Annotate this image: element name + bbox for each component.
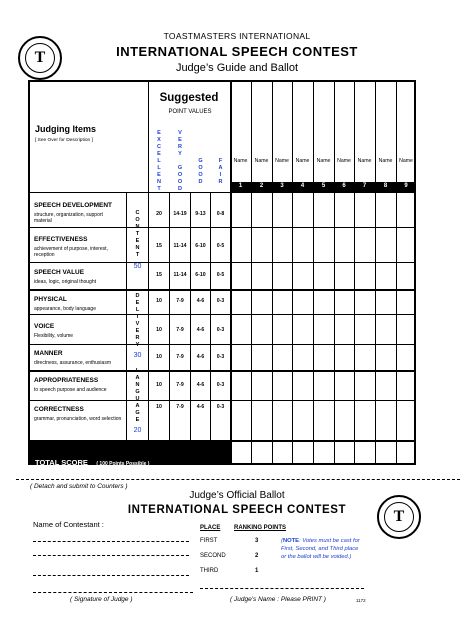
signature-label: ( Signature of Judge )	[70, 596, 133, 603]
points-fair: 0-3	[216, 354, 225, 360]
group-delivery-total: 30	[133, 352, 142, 359]
contestant-number: 2	[259, 183, 264, 189]
page-subtitle: Judge’s Guide and Ballot	[175, 62, 299, 74]
form-number: 1172	[356, 598, 366, 603]
points-third: 1	[255, 568, 259, 574]
points-very-good: 11-14	[173, 272, 187, 278]
contestant-number: 9	[404, 183, 408, 189]
contestant-number: 8	[383, 183, 388, 189]
item-desc: achievement of purpose, interest, reception	[34, 246, 108, 258]
item-title-voice: VOICE	[34, 323, 55, 330]
points-fair: 0-3	[216, 327, 225, 333]
group-language-label: L A N G U A G E	[135, 368, 140, 423]
points-fair: 0-5	[216, 272, 225, 278]
points-first: 3	[255, 538, 259, 544]
item-title-speech-development: SPEECH DEVELOPMENT	[34, 202, 113, 209]
name-label: Name	[233, 158, 248, 164]
points-second: 2	[255, 553, 259, 559]
points-excellent: 15	[156, 272, 162, 278]
judging-items-note: [ See Over for Description ]	[35, 138, 93, 143]
points-very-good: 7-9	[176, 298, 184, 304]
name-label: Name	[337, 158, 351, 164]
contestant-number: 6	[342, 183, 346, 189]
detach-line	[16, 479, 460, 480]
place-header: PLACE	[200, 525, 221, 531]
ranking-points-header: RANKING POINTS	[234, 525, 287, 531]
points-good: 4-6	[196, 382, 205, 388]
points-very-good: 14-19	[173, 211, 187, 217]
judge-name-label: ( Judge’s Name : Please PRINT )	[230, 596, 326, 603]
rating-excellent: E X C E L L E N T	[157, 130, 161, 192]
points-fair: 0-3	[216, 382, 225, 388]
item-title-speech-value: SPEECH VALUE	[34, 269, 85, 276]
item-title-manner: MANNER	[34, 350, 63, 357]
detach-instruction: ( Detach and submit to Counters )	[30, 483, 128, 490]
item-desc: grammar, pronunciation, word selection	[34, 416, 122, 422]
group-content-label: C O N T E N T	[135, 210, 140, 258]
ranking-note: (NOTE: Votes must be cast for First, Second, and Third place or the ballot will be voided.)	[281, 538, 360, 560]
name-label: Name	[357, 158, 372, 164]
points-fair: 0-3	[216, 404, 225, 410]
points-fair: 0-5	[216, 243, 225, 249]
contestant-name-field-3[interactable]	[33, 575, 189, 576]
contestant-number: 3	[280, 183, 284, 189]
name-label: Name	[399, 158, 413, 164]
points-very-good: 11-14	[173, 243, 187, 249]
group-content-total: 50	[133, 263, 142, 270]
points-excellent: 10	[156, 298, 162, 304]
name-label: Name	[254, 158, 269, 164]
item-title-appropriateness: APPROPRIATENESS	[34, 377, 99, 384]
item-desc: ideas, logic, original thought	[34, 279, 96, 285]
page-title: INTERNATIONAL SPEECH CONTEST	[116, 44, 358, 59]
judging-ballot-table	[28, 80, 416, 465]
points-good: 6-10	[195, 272, 206, 278]
toastmasters-logo-icon: T	[18, 36, 62, 80]
judging-items-title: Judging Items	[35, 124, 97, 134]
item-title-physical: PHYSICAL	[34, 296, 67, 303]
name-label: Name	[275, 158, 289, 164]
rating-fair: F A I R	[218, 158, 223, 185]
item-desc: appearance, body language	[34, 306, 96, 312]
points-very-good: 7-9	[176, 382, 184, 388]
points-fair: 0-8	[216, 211, 225, 217]
rating-good: G O O D	[198, 158, 203, 185]
points-excellent: 10	[156, 327, 162, 333]
name-of-contestant-label: Name of Contestant :	[33, 520, 104, 529]
judge-name-field[interactable]	[200, 588, 364, 589]
item-desc: to speech purpose and audience	[34, 387, 107, 393]
toastmasters-logo-icon: T	[377, 495, 421, 539]
points-very-good: 7-9	[176, 354, 184, 360]
item-title-correctness: CORRECTNESS	[34, 406, 84, 413]
points-good: 4-6	[196, 404, 205, 410]
place-third: THIRD	[200, 568, 219, 574]
contestant-number: 5	[321, 183, 326, 189]
name-label: Name	[378, 158, 393, 164]
item-desc: Flexibility, volume	[34, 333, 74, 339]
points-very-good: 7-9	[176, 327, 184, 333]
points-good: 6-10	[195, 243, 206, 249]
item-desc: structure, organization, support material	[34, 212, 103, 224]
official-ballot-title: INTERNATIONAL SPEECH CONTEST	[127, 504, 347, 516]
points-excellent: 20	[156, 211, 162, 217]
points-excellent: 15	[156, 243, 162, 249]
org-name: TOASTMASTERS INTERNATIONAL	[163, 31, 311, 41]
contestant-number: 4	[300, 183, 305, 189]
contestant-number: 1	[238, 183, 243, 189]
points-good: 4-6	[196, 327, 205, 333]
points-good: 4-6	[196, 298, 205, 304]
name-label: Name	[316, 158, 331, 164]
points-excellent: 10	[156, 354, 162, 360]
rating-very-good: V E R Y G O O D	[177, 130, 183, 192]
contestant-name-field-1[interactable]	[33, 541, 189, 542]
points-good: 4-6	[196, 354, 205, 360]
points-excellent: 10	[156, 382, 162, 388]
points-very-good: 7-9	[176, 404, 184, 410]
contestant-number: 7	[362, 183, 367, 189]
judge-signature-field[interactable]	[33, 592, 193, 593]
group-language-total: 20	[133, 427, 142, 434]
points-excellent: 10	[156, 404, 162, 410]
point-values-label: POINT VALUES	[168, 109, 212, 115]
suggested-title: Suggested	[159, 92, 219, 104]
item-title-effectiveness: EFFECTIVENESS	[34, 236, 88, 243]
total-score-label: TOTAL SCORE ( 100 Points Possible )	[35, 458, 150, 467]
official-ballot-heading: Judge’s Official Ballot	[189, 490, 285, 501]
points-good: 9-13	[195, 211, 206, 217]
points-fair: 0-3	[216, 298, 225, 304]
contestant-name-field-2[interactable]	[33, 555, 189, 556]
group-delivery-label: D E L I V E R Y	[135, 293, 140, 348]
place-first: FIRST	[200, 538, 218, 544]
place-second: SECOND	[200, 553, 226, 559]
item-desc: directness, assurance, enthusiasm	[34, 360, 111, 366]
name-label: Name	[295, 158, 310, 164]
